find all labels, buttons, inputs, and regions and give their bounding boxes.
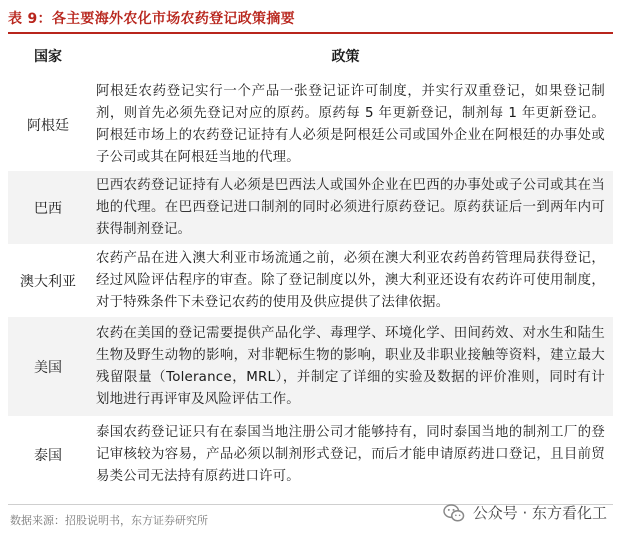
header-policy: 政策: [331, 49, 360, 65]
table-row: [8, 416, 613, 493]
policy-cell: 巴西农药登记证持有人必须是巴西法人或国外企业在巴西的办事处或子公司或其在当地的代理。在巴西登记进口制剂的同时必须进行原药登记。原药获证后一到两年内可获得制剂登记。: [96, 177, 605, 237]
table-row: [8, 244, 613, 317]
country-cell: 泰国: [34, 447, 62, 464]
policy-table: [8, 34, 613, 493]
source-note: 数据来源：招股说明书，东方证券研究所: [10, 514, 208, 527]
table-row: [8, 78, 613, 171]
table-header-row: [8, 34, 613, 78]
policy-cell: 阿根廷农药登记实行一个产品一张登记证许可制度，并实行双重登记，如果登记制剂，则首先必须先登记对应的原药。原药每 5 年更新登记，制剂每 1 年更新登记。阿根廷市场上的农药登记证持有人必须是阿根廷公司或国外企业在阿根廷的办事处或子公司或其在阿根廷当地的代理。: [96, 83, 605, 165]
table-row: [8, 171, 613, 244]
country-cell: 澳大利亚: [20, 273, 76, 290]
country-cell: 美国: [34, 359, 62, 376]
watermark-text: 公众号 · 东方看化工: [472, 504, 607, 522]
policy-cell: 农药在美国的登记需要提供产品化学、毒理学、环境化学、田间药效、对水生和陆生生物及野生动物的影响，对非靶标生物的影响，职业及非职业接触等资料，建立最大残留限量（Tolerance，MRL），并制定了详细的实验及数据的评价准则，同时有计划地进行再评审及风险评估工作。: [96, 325, 605, 407]
table-row: [8, 317, 613, 416]
header-country: 国家: [34, 49, 62, 65]
table-title: 表 9：各主要海外农化市场农药登记政策摘要: [8, 11, 295, 27]
policy-cell: 农药产品在进入澳大利亚市场流通之前，必须在澳大利亚农药兽药管理局获得登记，经过风险评估程序的审查。除了登记制度以外，澳大利亚还设有农药许可使用制度，对于特殊条件下未登记农药的使用及供应提供了法律依据。: [96, 250, 605, 310]
policy-cell: 泰国农药登记证只有在泰国当地注册公司才能够持有，同时泰国当地的制剂工厂的登记审核较为容易，产品必须以制剂形式登记，而后才能申请原药进口登记，且目前贸易类公司无法持有原药进口许可。: [96, 424, 605, 484]
watermark: [443, 502, 607, 523]
country-cell: 阿根廷: [27, 117, 69, 134]
wechat-icon: [443, 503, 465, 523]
country-cell: 巴西: [34, 200, 62, 217]
